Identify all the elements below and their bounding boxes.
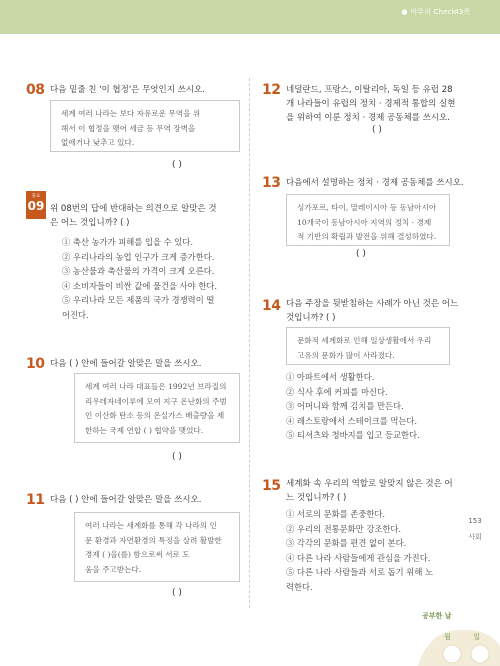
question-11-prompt: 다음 ( ) 안에 들어갈 알맞은 말을 쓰시오. [50,495,202,505]
question-number-10: 10 [26,356,45,372]
option-5[interactable]: ⑤ 티셔츠와 청바지를 입고 등교한다. [286,430,420,440]
page-number: 153 [468,517,482,525]
option-5-cont: 력한다. [286,581,313,592]
question-number-14: 14 [262,298,281,314]
prompt-line: 개 나라들이 유럽의 정치 · 경제적 통합의 실현 [286,99,456,109]
prompt-line: 다음 주장을 뒷받침하는 사례가 아닌 것은 어느 [286,299,459,309]
day-label: 일 [473,633,480,641]
box-line: 리우데자네이루에 모여 지구 온난화의 주범 [85,396,227,406]
prompt-line: 것입니까? ( ) [286,313,336,323]
option-5-cont: 어진다. [62,309,89,320]
option-3[interactable]: ③ 각각의 문화를 편견 없이 본다. [286,538,407,548]
answer-blank-13[interactable]: ( ) [356,249,366,259]
question-15-prompt [286,477,453,505]
box-line: 경제 ( )을(를) 함으로써 서로 도 [85,550,190,559]
month-label: 월 [444,633,451,641]
study-day-label: 공부한 날 [422,612,452,620]
option-5[interactable]: ⑤ 다른 나라 사람들과 서로 돕기 위해 노 [286,567,433,577]
question-15-options [286,507,433,594]
box-line: 인 이산화 탄소 등의 온실가스 배출량을 제 [85,411,225,420]
answer-blank-08[interactable]: ( ) [172,160,182,170]
box-line: 없애거나 낮추고 있다. [61,138,135,147]
important-tag: 중요 [31,194,41,199]
option-1[interactable]: ① 축산 농가가 피해를 입을 수 있다. [62,237,193,247]
question-12-prompt [286,83,455,125]
box-line: 고유의 문화가 많이 사라졌다. [297,350,395,360]
question-10-box [74,373,240,443]
option-2[interactable]: ② 우리의 전통문화만 강조한다. [286,523,402,534]
option-1[interactable]: ① 아파트에서 생활한다. [286,372,375,382]
box-line: 한하는 국제 연합 ( ) 협약을 맺었다. [85,425,204,435]
option-5[interactable]: ⑤ 우리나라 모든 제품의 국가 경쟁력이 떨 [62,295,215,305]
question-13-prompt: 다음에서 설명하는 정치 · 경제 공동체를 쓰시오. [286,178,464,188]
important-badge [26,191,46,219]
prompt-line: 느 것입니까? ( ) [286,493,347,503]
question-14-box [286,327,450,365]
option-1[interactable]: ① 서로의 문화를 존중한다. [286,509,385,519]
box-line: 문 환경과 자연환경의 특징을 살려 활발한 [85,535,222,545]
option-4[interactable]: ④ 레스토랑에서 스테이크를 먹는다. [286,415,418,426]
check-page: 43쪽 [454,8,470,16]
box-line: 적 기반의 확립과 발전을 위해 결성하였다. [297,232,437,241]
question-08-prompt: 다음 밑줄 친 '이 협정'은 무엇인지 쓰시오. [50,85,205,95]
question-number-11: 11 [26,492,45,508]
option-4[interactable]: ④ 소비자들이 비싼 값에 물건을 사야 한다. [62,280,217,291]
box-line: 세계 여러 나라 대표들은 1992년 브라질의 [85,382,227,391]
question-09-options [62,235,217,322]
answer-blank-10[interactable]: ( ) [172,452,182,462]
question-number-09: 09 [27,199,45,213]
box-line: 움을 주고받는다. [85,564,142,574]
option-4[interactable]: ④ 다른 나라 사람들에게 관심을 가진다. [286,552,431,563]
prompt-line: 을 위하여 이룬 정치 · 경제 공동체를 쓰시오. [286,113,450,123]
question-11-box [74,512,240,582]
question-number-12: 12 [262,82,281,98]
box-line: 여러 나라는 세계화를 통해 각 나라의 인 [85,521,217,530]
box-line: 10개국이 동남아시아 지역의 정치 · 경제 [297,217,432,227]
prompt-line: 위 08번의 답에 반대하는 의견으로 알맞은 것 [50,204,217,214]
box-line: 세계 여러 나라는 보다 자유로운 무역을 위 [61,109,201,118]
question-09-prompt [50,202,217,230]
box-line: 문화적 세계화로 인해 일상생활에서 우리 [297,336,432,345]
study-date [444,632,480,642]
prompt-line: 네덜란드, 프랑스, 이탈리아, 독일 등 유럽 28 [286,85,453,95]
answer-blank-12[interactable]: ( ) [372,125,382,135]
question-13-box [286,194,450,246]
box-line: 해서 이 협정을 맺어 세금 등 무역 장벽을 [61,123,196,133]
question-number-15: 15 [262,478,281,494]
box-line: 싱가포르, 타이, 말레이시아 등 동남아시아 [297,203,437,212]
prompt-line: 은 어느 것입니까? ( ) [50,218,130,228]
subject-label: 사회 [468,533,482,541]
option-3[interactable]: ③ 어머니와 함께 김치를 만든다. [286,401,404,411]
prompt-line: 세계화 속 우리의 역할로 알맞지 않은 것은 어 [286,479,453,489]
option-2[interactable]: ② 식사 후에 커피를 마신다. [286,386,388,397]
question-10-prompt: 다음 ( ) 안에 들어갈 알맞은 말을 쓰시오. [50,359,202,369]
question-14-prompt [286,297,458,325]
answer-blank-11[interactable]: ( ) [172,588,182,598]
question-number-08: 08 [26,82,45,98]
column-divider [249,78,250,608]
option-3[interactable]: ③ 농산물과 축산물의 가격이 크게 오른다. [62,266,215,276]
question-08-box [50,100,240,152]
option-2[interactable]: ② 우리나라의 농업 인구가 크게 증가한다. [62,251,215,262]
question-number-13: 13 [262,175,281,191]
check-label: ● 마무리 Check [401,8,456,16]
question-14-options [286,370,420,443]
header-bar [0,0,500,34]
